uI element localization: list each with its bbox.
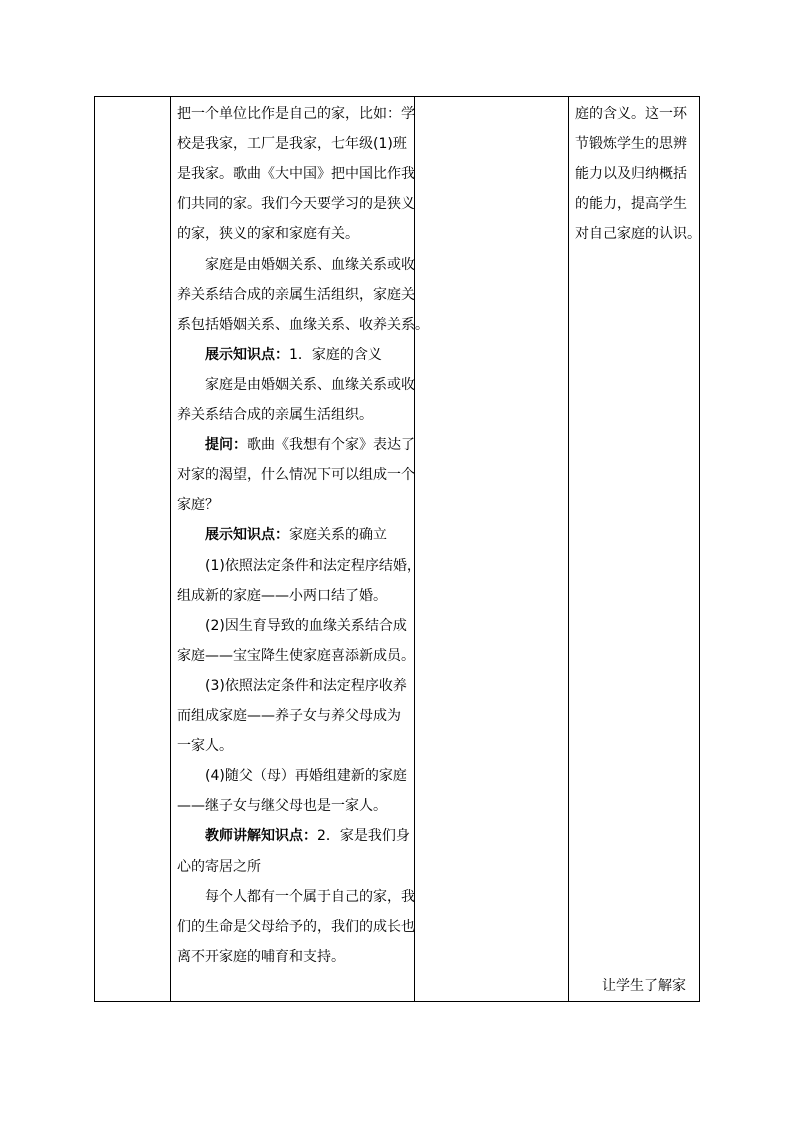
content-text: 养关系结合成的亲属生活组织，家庭关 [177,286,415,303]
content-line [177,556,421,576]
table-border-left [94,96,95,1002]
content-line [177,134,407,154]
content-line [177,435,415,455]
content-line [177,706,401,726]
content-line [177,345,382,365]
content-line [177,525,387,545]
table-border-bottom [94,1001,700,1002]
design-intent-line: 的能力，提高学生 [575,196,687,213]
content-line [177,736,233,756]
content-text: 是我家。歌曲《大中国》把中国比作我 [177,166,415,183]
table-divider-3 [568,96,569,1002]
content-line [177,164,415,184]
content-line [177,405,373,425]
content-line [177,766,407,786]
content-text: 组成新的家庭——小两口结了婚。 [177,587,387,604]
content-text: 家庭关系的确立 [289,527,387,544]
content-text: 们的生命是父母给予的，我们的成长也 [177,918,415,935]
content-text: 家庭是由婚姻关系、血缘关系或收 [205,376,415,393]
content-text: (2)因生育导致的血缘关系结合成 [205,617,407,634]
content-line [177,917,415,937]
content-text: 养关系结合成的亲属生活组织。 [177,407,373,423]
content-text: (3)依照法定条件和法定程序收养 [205,677,407,694]
content-line [177,887,415,907]
content-text: 家庭？ [177,497,219,514]
design-intent-line: 庭的含义。这一环 [575,106,687,122]
table-divider-1 [170,96,171,1002]
content-line [177,586,387,606]
content-text: 一家人。 [177,738,233,755]
content-text: 把一个单位比作是自己的家，比如：学 [177,106,415,122]
content-text: 而组成家庭——养子女与养父母成为 [177,708,401,724]
content-text: 的家，狭义的家和家庭有关。 [177,226,359,243]
design-intent-line: 能力以及归纳概括 [575,166,687,183]
content-line [177,796,387,816]
knowledge-point-label: 展示知识点： [205,346,289,363]
content-line [177,375,415,395]
content-text: 每个人都有一个属于自己的家，我 [205,888,415,905]
knowledge-point-label: 教师讲解知识点： [205,828,317,845]
content-line [177,285,415,305]
content-line [177,646,415,666]
content-line [177,255,415,275]
design-intent-line: 对自己家庭的认识。 [575,226,701,243]
content-line [177,465,415,485]
content-text: 系包括婚姻关系、血缘关系、收养关系。 [177,316,429,333]
content-line [177,857,261,877]
content-line [177,826,410,846]
design-intent-line: 节锻炼学生的思辨 [575,136,687,153]
content-text: 离不开家庭的哺育和支持。 [177,948,345,965]
content-line [177,224,359,244]
table-border-top [94,96,700,97]
content-line [177,194,415,214]
knowledge-point-label: 提问： [205,437,247,454]
content-text: 校是我家，工厂是我家，七年级(1)班 [177,136,407,153]
content-text: 1．家庭的含义 [289,346,382,363]
content-text: 家庭——宝宝降生使家庭喜添新成员。 [177,647,415,664]
content-line [177,104,415,124]
content-text: 歌曲《我想有个家》表达了 [247,437,415,454]
content-text: 心的寄居之所 [177,858,261,875]
content-text: 们共同的家。我们今天要学习的是狭义 [177,196,415,213]
lesson-plan-table [94,96,700,1002]
content-text: 2．家是我们身 [317,828,410,845]
content-line [177,947,345,967]
knowledge-point-label: 展示知识点： [205,527,289,544]
table-divider-2 [414,96,415,1002]
design-intent-bottom-text: 让学生了解家 [602,978,686,994]
content-text: 家庭是由婚姻关系、血缘关系或收 [205,256,415,273]
content-text: (4)随父（母）再婚组建新的家庭 [205,768,407,785]
content-line [177,495,219,515]
content-text: (1)依照法定条件和法定程序结婚， [205,557,421,574]
content-line [177,315,429,335]
content-text: ——继子女与继父母也是一家人。 [177,798,387,815]
content-line [177,616,407,636]
content-text: 对家的渴望，什么情况下可以组成一个 [177,467,415,484]
content-line [177,676,407,696]
